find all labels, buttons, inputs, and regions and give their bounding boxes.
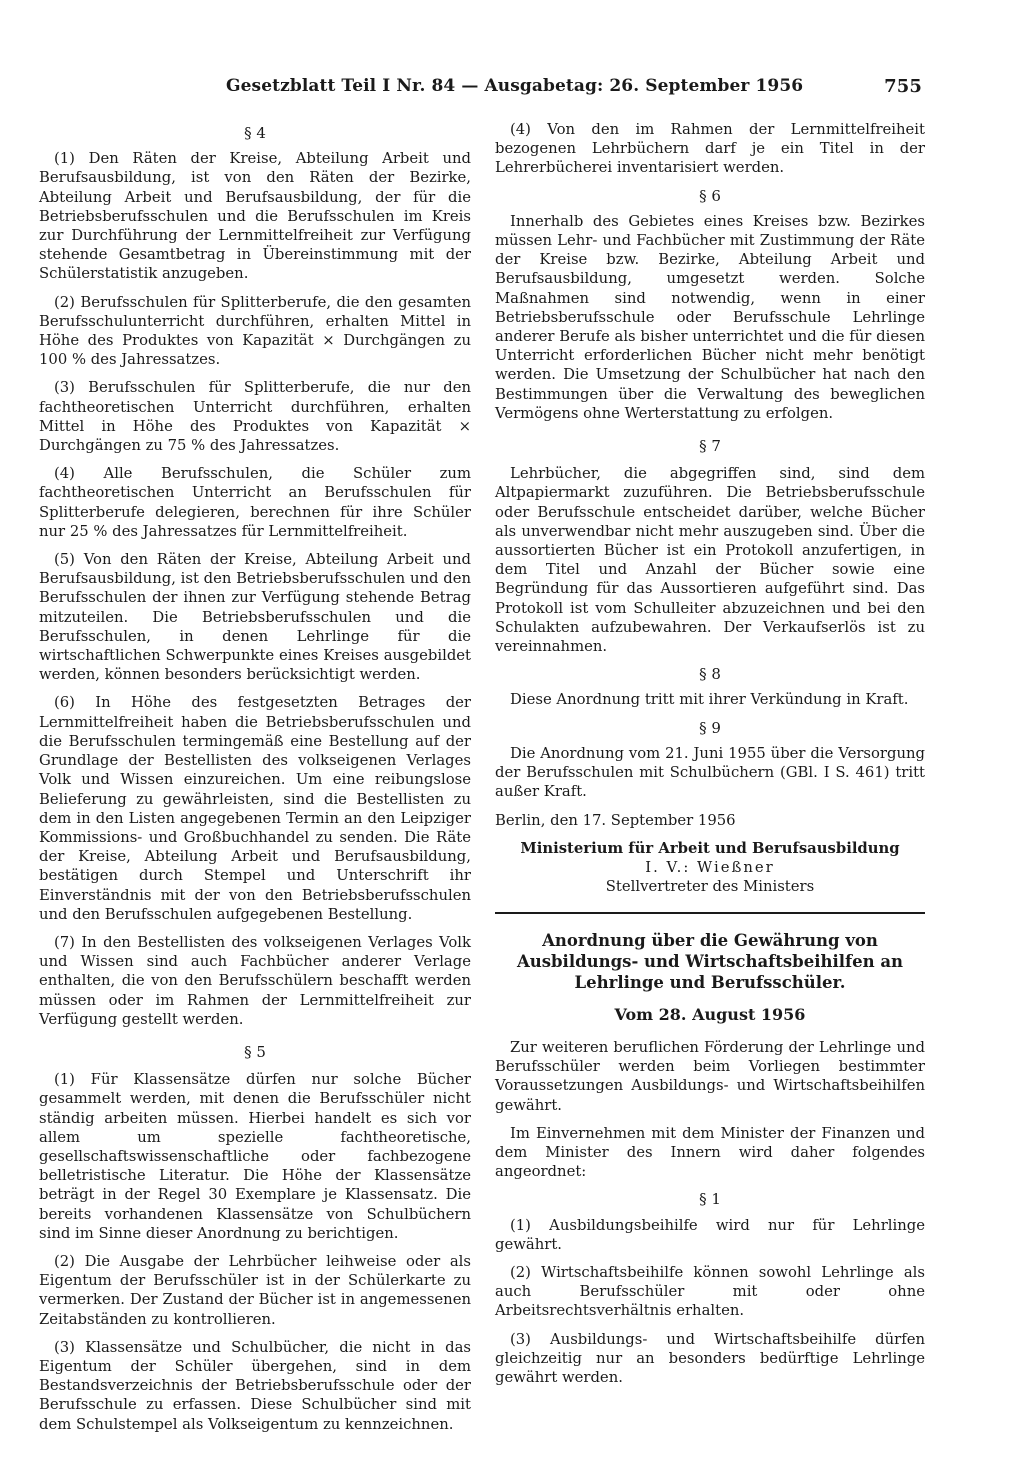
signer-name: I. V.: Wießner — [645, 858, 775, 876]
place-date: Berlin, den 17. September 1956 — [495, 811, 736, 829]
section-heading: § 8 — [699, 665, 721, 684]
page-header — [226, 76, 922, 102]
paragraph: (1) Den Räten der Kreise, Abteilung Arbeit und Berufsausbildung, ist von den Räten der Bezirke, Abteilung Arbeit und Berufsausbildung, der für die Betriebsberufsschulen und die Berufsschulen im Kreis zur Durchführung der Lernmittelfreiheit zur Verfügung stehende Gesamtbetrag in Übereinstimmung mit der Schülerstatistik anzugeben. — [39, 150, 471, 283]
paragraph: (7) In den Bestellisten des volkseigenen Verlages Volk und Wissen sind auch Fachbücher anderer Verlage enthalten, die von den Berufsschülern beschafft werden müssen oder im Rahmen der Lernmittelfreiheit zur Verfügung gestellt werden. — [39, 933, 471, 1028]
paragraph: (5) Von den Räten der Kreise, Abteilung Arbeit und Berufsausbildung, ist den Betriebsberufsschulen und den Berufsschulen der ihnen zur Verfügung stehende Betrag mitzuteilen. Die Betriebsberufsschulen und die Berufsschulen, in denen Lehrlinge für die wirtschaftlichen Schwerpunkte eines Kreises ausgebildet werden, können besonders berücksichtigt werden. — [39, 551, 471, 684]
paragraph: (1) Für Klassensätze dürfen nur solche Bücher gesammelt werden, mit denen die Berufsschüler nicht ständig arbeiten müssen. Hierbei handelt es sich vor allem um spezielle fachtheoretische, gesellschaftswissenschaftliche oder fachbezogene belletristische Literatur. Die Höhe der Klassensätze beträgt in der Regel 30 Exemplare je Klassensatz. Die bereits vorhandenen Klassensätze von Schulbüchern sind im Sinne dieser Anordnung zu berichtigen. — [39, 1071, 471, 1242]
paragraph: (3) Ausbildungs- und Wirtschaftsbeihilfe dürfen gleichzeitig nur an besonders bedürftige Lehrlinge gewährt werden. — [495, 1330, 925, 1386]
header-title: Gesetzblatt Teil I Nr. 84 — Ausgabetag: 26. September 1956 — [226, 76, 804, 96]
left-column — [39, 120, 471, 1443]
section-heading: § 9 — [699, 718, 721, 737]
paragraph: (2) Wirtschaftsbeihilfe können sowohl Lehrlinge als auch Berufsschüler mit oder ohne Arbeitsrechtsverhältnis erhalten. — [495, 1263, 925, 1320]
signature-block — [495, 839, 925, 896]
paragraph: (3) Berufsschulen für Splitterberufe, die nur den fachtheoretischen Unterricht durchführen, erhalten Mittel in Höhe des Produktes von Kapazität × Durchgängen zu 75 % des Jahressatzes. — [39, 379, 471, 455]
decree-date: Vom 28. August 1956 — [614, 1004, 806, 1024]
paragraph: Innerhalb des Gebietes eines Kreises bzw. Bezirkes müssen Lehr- und Fachbücher mit Zustimmung der Räte der Kreise bzw. Bezirke, Abteilung Arbeit und Berufsausbildung, umgesetzt werden. Solche Maßnahmen sind notwendig, wenn in einer Betriebsberufsschule oder Berufsschule Lehrlinge anderer Berufe als bisher unterrichtet und die für diesen Unterricht erforderlichen Bücher nicht mehr benötigt werden. Die Umsetzung der Schulbücher hat nach den Bestimmungen über die Verwaltung des beweglichen Vermögens ohne Werterstattung zu erfolgen. — [495, 212, 925, 422]
paragraph: Die Anordnung vom 21. Juni 1955 über die Versorgung der Berufsschulen mit Schulbüchern (GBl. I S. 461) tritt außer Kraft. — [495, 744, 925, 801]
paragraph: (2) Berufsschulen für Splitterberufe, die den gesamten Berufsschulunterricht durchführen, erhalten Mittel in Höhe des Produktes von Kapazität × Durchgängen zu 100 % des Jahressatzes. — [39, 293, 471, 369]
right-column — [495, 120, 925, 1396]
section-heading: § 5 — [244, 1042, 266, 1061]
section-heading: § 7 — [699, 437, 721, 456]
page-number: 755 — [884, 76, 922, 97]
paragraph: Lehrbücher, die abgegriffen sind, sind dem Altpapiermarkt zuzuführen. Die Betriebsberufsschule oder Berufsschule entscheidet darüber, welche Bücher als unverwendbar nicht mehr auszugeben sind. Über die aussortierten Bücher ist ein Protokoll anzufertigen, in dem Titel und Anzahl der Bücher sowie eine Begründung für das Aussortieren aufgeführt sind. Das Protokoll ist vom Schulleiter abzuzeichnen und bei den Schulakten aufzubewahren. Der Verkaufserlös ist zu vereinnahmen. — [495, 465, 925, 656]
paragraph: (2) Die Ausgabe der Lehrbücher leihweise oder als Eigentum der Berufsschüler ist in der Schülerkarte zu vermerken. Der Zustand der Bücher ist in angemessenen Zeitabständen zu kontrollieren. — [39, 1252, 471, 1328]
paragraph: (3) Klassensätze und Schulbücher, die nicht in das Eigentum der Schüler übergehen, sind in dem Bestandsverzeichnis der Betriebsberufsschule oder der Berufsschule zu erfassen. Diese Schulbücher sind mit dem Schulstempel als Volkseigentum zu kennzeichnen. — [39, 1338, 471, 1433]
paragraph: (6) In Höhe des festgesetzten Betrages der Lernmittelfreiheit haben die Betriebsberufsschulen und die Berufsschulen termingemäß eine Bestellung auf der Grundlage der Bestellisten des volkseigenen Verlages Volk und Wissen einzureichen. Um eine reibungslose Belieferung zu gewährleisten, sind die Bestellisten zu dem in den Listen angegebenen Termin an den Leipziger Kommissions- und Großbuchhandel zu senden. Die Räte der Kreise, Abteilung Arbeit und Berufsausbildung, bestätigen durch Stempel und Unterschrift ihr Einverständnis mit der von den Betriebsberufsschulen und den Berufsschulen aufgegebenen Bestellung. — [39, 694, 471, 923]
paragraph: (4) Von den im Rahmen der Lernmittelfreiheit bezogenen Lehrbüchern darf je ein Titel in der Lehrerbücherei inventarisiert werden. — [495, 121, 925, 177]
section-heading: § 1 — [699, 1190, 721, 1209]
paragraph: Zur weiteren beruflichen Förderung der Lehrlinge und Berufsschüler werden beim Vorliegen bestimmter Voraussetzungen Ausbildungs- und Wirtschaftsbeihilfen gewährt. — [495, 1038, 925, 1114]
divider — [495, 912, 925, 914]
section-heading: § 4 — [244, 124, 266, 142]
ministry-name: Ministerium für Arbeit und Berufsausbildung — [520, 839, 900, 857]
paragraph: (4) Alle Berufsschulen, die Schüler zum fachtheoretischen Unterricht an Berufsschulen für Splitterberufe delegieren, berechnen für ihre Schüler nur 25 % des Jahressatzes für Lernmittelfreiheit. — [39, 465, 471, 540]
paragraph: Diese Anordnung tritt mit ihrer Verkündung in Kraft. — [510, 691, 909, 709]
signer-role: Stellvertreter des Ministers — [605, 877, 815, 895]
decree-title: Anordnung über die Gewährung von Ausbildungs- und Wirtschaftsbeihilfen an Lehrlinge und Berufsschüler. — [516, 930, 904, 992]
paragraph: (1) Ausbildungsbeihilfe wird nur für Lehrlinge gewährt. — [495, 1216, 925, 1253]
section-heading: § 6 — [699, 186, 721, 205]
paragraph: Im Einvernehmen mit dem Minister der Finanzen und dem Minister des Innern wird daher folgendes angeordnet: — [495, 1124, 925, 1181]
